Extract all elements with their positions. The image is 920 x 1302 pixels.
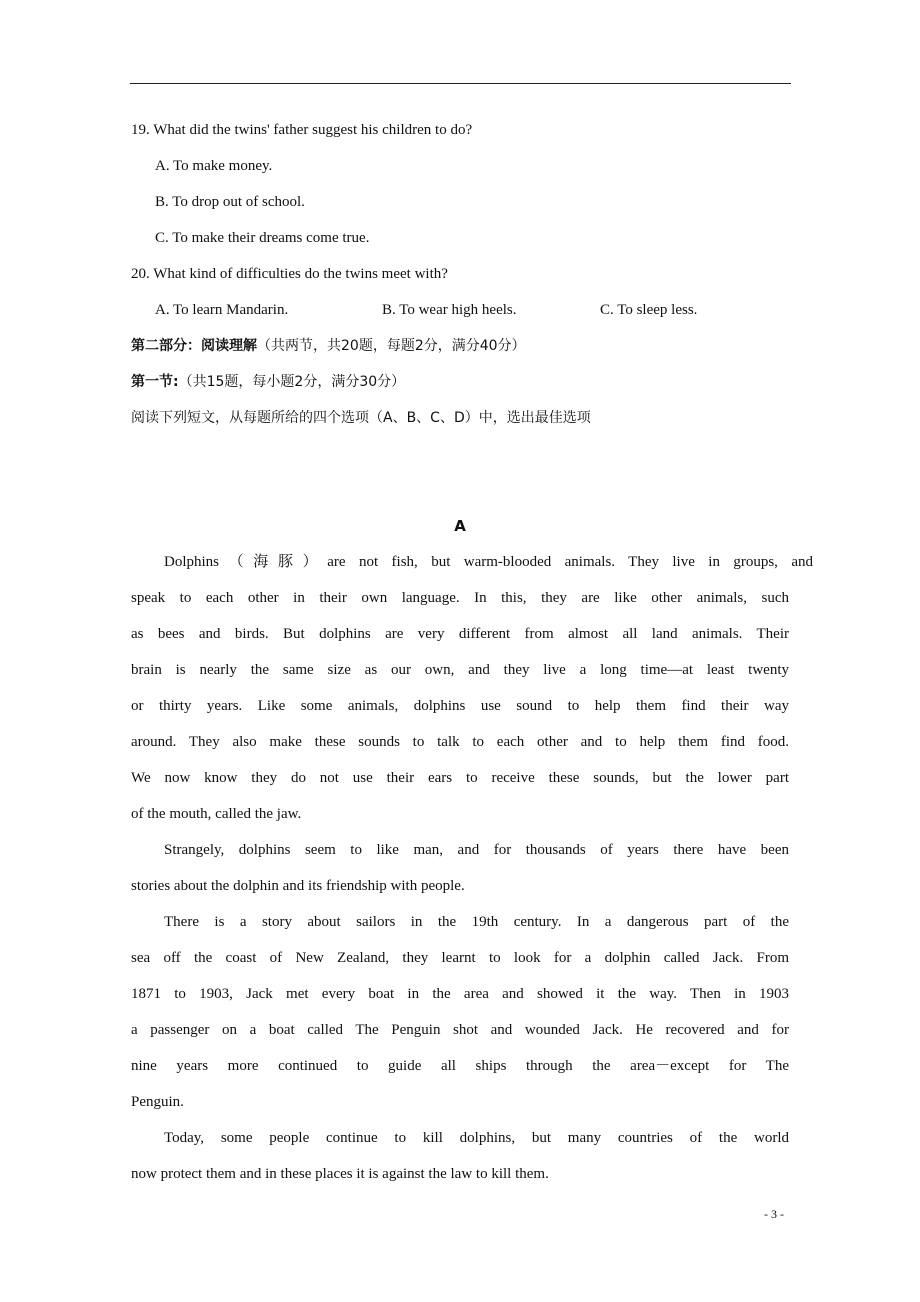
paragraph-line: or thirty years. Like some animals, dolphins use sound to help them find their way [131, 698, 789, 714]
paragraph-line: 1871 to 1903, Jack met every boat in the area and showed it the way. Then in 1903 [131, 986, 789, 1002]
page-content [131, 112, 813, 1192]
paragraph-line: Dolphins（海豚）are not fish, but warm-blooded animals. They live in groups, and [164, 554, 813, 570]
question-20-stem: 20. What kind of difficulties do the twins meet with? [131, 266, 448, 282]
header-rule [130, 83, 791, 84]
section1-heading-bold: 第一节: [131, 374, 179, 390]
paragraph-line: Strangely, dolphins seem to like man, and for thousands of years there have been [164, 842, 789, 858]
page-number: - 3 - [764, 1207, 784, 1221]
paragraph-line: now protect them and in these places it is against the law to kill them. [131, 1166, 549, 1182]
question-20-option-c: C. To sleep less. [600, 302, 698, 318]
question-19-stem: 19. What did the twins' father suggest his children to do? [131, 122, 473, 138]
section1-heading [131, 364, 789, 400]
paragraph-line: nine years more continued to guide all ships through the area－except for The [131, 1058, 789, 1074]
part2-heading [131, 328, 789, 364]
question-20-option-b: B. To wear high heels. [382, 302, 517, 318]
instruction: 阅读下列短文，从每题所给的四个选项（A、B、C、D）中，选出最佳选项 [131, 410, 591, 426]
passage-title: A [454, 517, 466, 535]
question-20-options [131, 292, 789, 328]
question-20-option-a: A. To learn Mandarin. [155, 302, 289, 318]
paragraph-line: brain is nearly the same size as our own, and they live a long time—at least twenty [131, 662, 789, 678]
question-19-option-c: C. To make their dreams come true. [155, 230, 370, 246]
paragraph-line: Penguin. [131, 1094, 184, 1110]
paragraph-line: around. They also make these sounds to talk to each other and to help them find food. [131, 734, 789, 750]
passage-body [131, 544, 813, 1192]
paragraph [131, 544, 813, 832]
paragraph [131, 904, 789, 1120]
paragraph-line: stories about the dolphin and its friendship with people. [131, 878, 465, 894]
paragraph-line: as bees and birds. But dolphins are very different from almost all land animals. Their [131, 626, 789, 642]
paragraph [131, 1120, 789, 1192]
section1-heading-rest: （共15题，每小题2分，满分30分） [178, 374, 406, 390]
part2-heading-bold: 第二部分：阅读理解 [131, 338, 257, 354]
paragraph-line: speak to each other in their own language. In this, they are like other animals, such [131, 590, 789, 606]
paragraph [131, 832, 789, 904]
paragraph-line: Today, some people continue to kill dolphins, but many countries of the world [164, 1130, 789, 1146]
paragraph-line: We now know they do not use their ears to receive these sounds, but the lower part [131, 770, 789, 786]
paragraph-line: a passenger on a boat called The Penguin shot and wounded Jack. He recovered and for [131, 1022, 789, 1038]
paragraph-line: sea off the coast of New Zealand, they learnt to look for a dolphin called Jack. From [131, 950, 789, 966]
part2-heading-rest: （共两节，共20题，每题2分，满分40分） [257, 338, 526, 354]
paragraph-line: of the mouth, called the jaw. [131, 806, 302, 822]
question-19-option-a: A. To make money. [155, 158, 273, 174]
question-19-option-b: B. To drop out of school. [155, 194, 305, 210]
paragraph-line: There is a story about sailors in the 19th century. In a dangerous part of the [164, 914, 789, 930]
